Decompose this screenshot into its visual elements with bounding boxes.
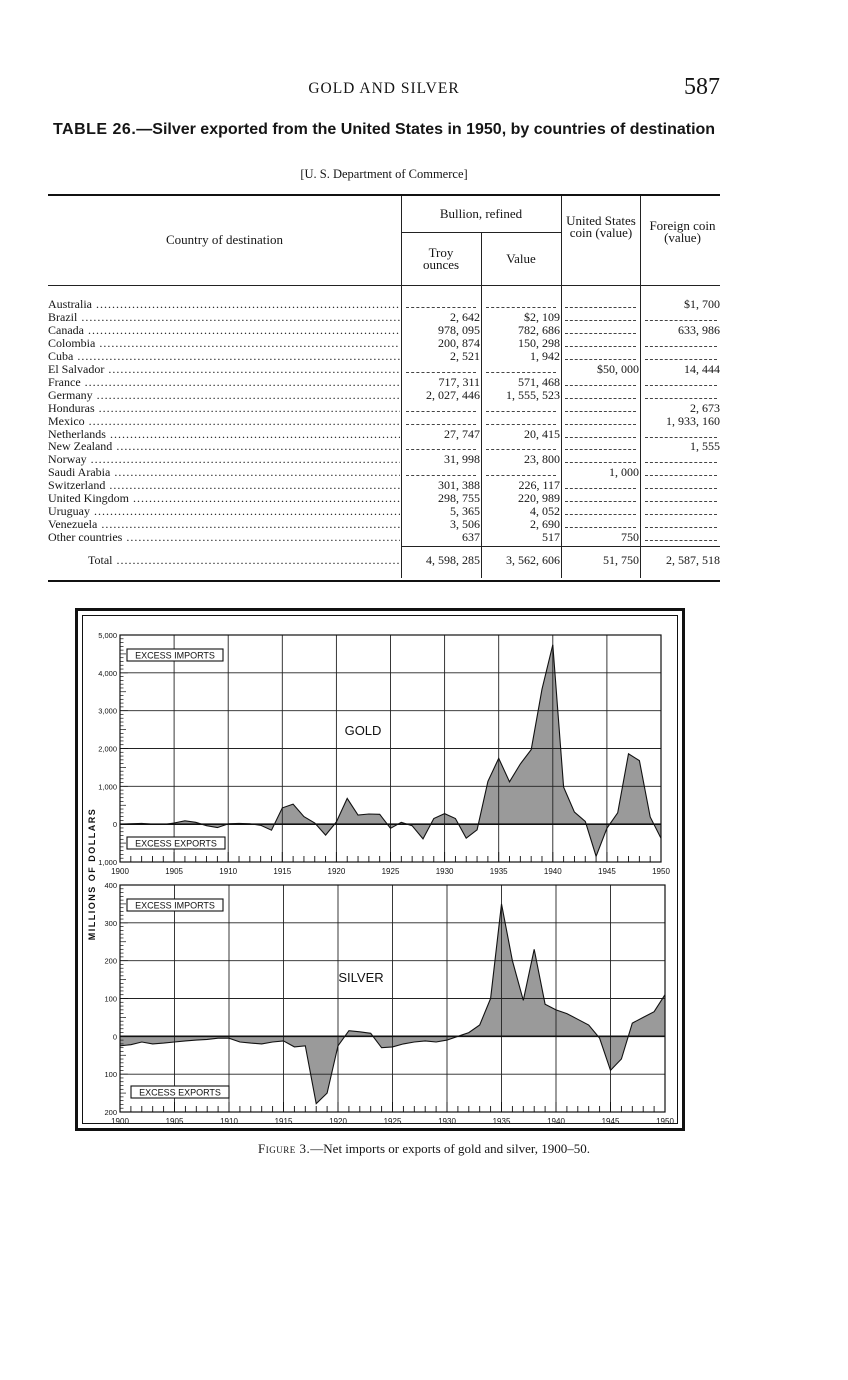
cell-foreign-coin: $1, 700	[684, 297, 720, 311]
empty-cell-dash	[645, 462, 717, 463]
table-row	[48, 479, 720, 492]
cell-troy-ounces: 31, 998	[444, 452, 480, 467]
table-row	[48, 531, 720, 544]
cell-value: 571, 468	[518, 374, 560, 389]
header-country: Country of destination	[166, 232, 283, 247]
cell-foreign-coin: 2, 587, 518	[666, 553, 720, 567]
empty-cell-dash	[406, 424, 476, 425]
gold-chart-title: GOLD	[344, 723, 382, 738]
cell-value: 782, 686	[518, 322, 560, 337]
table-number: TABLE 26.	[52, 121, 137, 138]
empty-cell-dash	[645, 359, 717, 360]
empty-cell-dash	[645, 488, 717, 489]
cell-us-coin: 1, 000	[609, 465, 639, 480]
country-name: Venezuela .....	[48, 518, 400, 531]
header-us-coin: United States coin (value)	[566, 213, 636, 240]
table-row	[48, 402, 720, 415]
y-tick-label: 200	[104, 1108, 117, 1117]
cell-foreign-coin: 14, 444	[684, 361, 720, 376]
country-name: Other countries .....	[48, 531, 400, 544]
cell-troy-ounces: 2, 027, 446	[426, 387, 480, 402]
empty-cell-dash	[645, 475, 717, 476]
y-axis-title: MILLIONS OF DOLLARS	[87, 807, 97, 941]
y-tick-label: 200	[104, 956, 117, 966]
empty-cell-dash	[406, 307, 476, 308]
silver-chart	[104, 881, 674, 1123]
empty-cell-dash	[486, 307, 556, 308]
y-tick-label: 5,000	[98, 631, 117, 640]
cell-value: 150, 298	[518, 335, 560, 350]
x-tick-label: 1920	[327, 867, 346, 876]
y-tick-label: 4,000	[98, 668, 117, 678]
cell-troy-ounces: 298, 755	[438, 491, 480, 506]
x-tick-label: 1920	[329, 1117, 347, 1123]
x-tick-label: 1935	[489, 867, 508, 876]
empty-cell-dash	[565, 320, 636, 321]
x-tick-label: 1910	[220, 1117, 238, 1123]
cell-troy-ounces: 717, 311	[438, 374, 480, 389]
cell-value: 4, 052	[530, 504, 560, 519]
cell-us-coin: $50, 000	[597, 361, 639, 376]
empty-cell-dash	[406, 372, 476, 373]
cell-value: 220, 989	[518, 491, 560, 506]
empty-cell-dash	[645, 501, 717, 502]
table-title	[48, 121, 720, 139]
table-row	[48, 518, 720, 531]
table-row	[48, 350, 720, 363]
gold-silver-charts	[83, 616, 677, 1123]
table-row	[48, 492, 720, 505]
cell-value: 23, 800	[524, 452, 560, 467]
cell-value: 20, 415	[524, 426, 560, 441]
empty-cell-dash	[565, 449, 636, 450]
cell-troy-ounces: 5, 365	[450, 504, 480, 519]
x-tick-label: 1945	[598, 867, 616, 876]
cell-foreign-coin: 633, 986	[678, 322, 720, 337]
table-row	[48, 505, 720, 518]
empty-cell-dash	[565, 346, 636, 347]
empty-cell-dash	[565, 424, 636, 425]
header-value: Value	[506, 251, 536, 266]
cell-us-coin: 750	[621, 530, 639, 545]
empty-cell-dash	[406, 411, 476, 412]
excess-imports-label: EXCESS IMPORTS	[135, 650, 215, 661]
running-head	[48, 76, 720, 102]
empty-cell-dash	[486, 449, 556, 450]
cell-troy-ounces: 2, 642	[450, 309, 480, 324]
empty-cell-dash	[565, 359, 636, 360]
table-row	[48, 311, 720, 324]
excess-imports-label: EXCESS IMPORTS	[135, 900, 215, 911]
empty-cell-dash	[565, 411, 636, 412]
empty-cell-dash	[645, 320, 717, 321]
country-name: Honduras .....	[48, 402, 400, 415]
country-name: United Kingdom .....	[48, 492, 400, 505]
empty-cell-dash	[645, 527, 717, 528]
empty-cell-dash	[486, 411, 556, 412]
empty-cell-dash	[565, 437, 636, 438]
empty-cell-dash	[565, 385, 636, 386]
figure-caption-text: —Net imports or exports of gold and silver, 1900–50.	[310, 1141, 590, 1156]
y-tick-label: 2,000	[98, 744, 117, 754]
header-divider	[561, 196, 562, 285]
header-troy-ounces: Troy ounces	[422, 245, 460, 272]
country-name: Germany .....	[48, 389, 400, 402]
country-name: Uruguay .....	[48, 505, 400, 518]
y-tick-label: 300	[104, 918, 117, 928]
total-rule	[401, 546, 720, 547]
x-tick-label: 1910	[219, 867, 238, 876]
table-row	[48, 466, 720, 479]
x-tick-label: 1950	[656, 1117, 674, 1123]
country-name: Saudi Arabia .....	[48, 466, 400, 479]
empty-cell-dash	[645, 385, 717, 386]
cell-value: 2, 690	[530, 517, 560, 532]
empty-cell-dash	[486, 372, 556, 373]
cell-foreign-coin: 2, 673	[690, 400, 720, 415]
empty-cell-dash	[486, 424, 556, 425]
empty-cell-dash	[406, 475, 476, 476]
empty-cell-dash	[645, 514, 717, 515]
header-divider	[640, 196, 641, 285]
header-subrule	[401, 232, 561, 233]
header-bullion: Bullion, refined	[439, 206, 523, 221]
y-tick-label: 400	[104, 881, 117, 890]
empty-cell-dash	[565, 527, 636, 528]
empty-cell-dash	[406, 449, 476, 450]
country-name: Brazil .....	[48, 311, 400, 324]
cell-troy-ounces: 27, 747	[444, 426, 480, 441]
figure-3	[75, 608, 685, 1131]
table-row	[48, 324, 720, 337]
table-row	[48, 337, 720, 350]
empty-cell-dash	[565, 488, 636, 489]
country-name: Norway .....	[48, 453, 400, 466]
cell-troy-ounces: 3, 506	[450, 517, 480, 532]
x-tick-label: 1915	[273, 867, 292, 876]
silver-exports-table	[48, 194, 720, 584]
excess-exports-label: EXCESS EXPORTS	[135, 838, 217, 849]
table-row	[48, 440, 720, 453]
x-tick-label: 1905	[165, 867, 183, 876]
country-name: Australia .....	[48, 298, 400, 311]
table-source: [U. S. Department of Commerce]	[300, 167, 468, 181]
x-tick-label: 1900	[111, 867, 129, 876]
figure-label: Figure 3.	[258, 1141, 311, 1156]
cell-troy-ounces: 301, 388	[438, 478, 480, 493]
empty-cell-dash	[645, 437, 717, 438]
cell-troy-ounces: 4, 598, 285	[426, 553, 480, 567]
table-top-rule	[48, 194, 720, 196]
cell-us-coin: 51, 750	[603, 553, 639, 567]
country-name: Mexico .....	[48, 415, 400, 428]
cell-value: $2, 109	[524, 309, 560, 324]
country-name: Switzerland .....	[48, 479, 400, 492]
figure-inner-border	[82, 615, 678, 1124]
y-tick-label: 0	[112, 1032, 117, 1042]
figure-caption	[48, 1141, 800, 1157]
x-tick-label: 1930	[435, 867, 454, 876]
table-row	[48, 298, 720, 311]
empty-cell-dash	[645, 398, 717, 399]
empty-cell-dash	[565, 398, 636, 399]
x-tick-label: 1915	[274, 1117, 293, 1123]
empty-cell-dash	[565, 462, 636, 463]
cell-value: 3, 562, 606	[506, 553, 560, 567]
x-tick-label: 1900	[111, 1117, 129, 1123]
y-tick-label: 3,000	[98, 706, 117, 716]
excess-exports-label: EXCESS EXPORTS	[139, 1087, 221, 1098]
x-tick-label: 1905	[165, 1117, 184, 1123]
empty-cell-dash	[565, 501, 636, 502]
table-total-row	[48, 554, 720, 567]
cell-troy-ounces: 200, 874	[438, 335, 480, 350]
x-tick-label: 1930	[438, 1117, 456, 1123]
x-tick-label: 1950	[652, 867, 670, 876]
empty-cell-dash	[645, 346, 717, 347]
empty-cell-dash	[486, 475, 556, 476]
silver-chart-title: SILVER	[338, 970, 384, 985]
cell-troy-ounces: 978, 095	[438, 322, 480, 337]
table-row	[48, 415, 720, 428]
cell-foreign-coin: 1, 555	[690, 439, 720, 454]
cell-value: 1, 555, 523	[506, 387, 560, 402]
table-bottom-rule	[48, 580, 720, 582]
cell-troy-ounces: 2, 521	[450, 348, 480, 363]
y-tick-label: 1,000	[98, 782, 117, 792]
x-tick-label: 1925	[381, 867, 400, 876]
page-number: 587	[684, 74, 720, 100]
gold-chart	[98, 631, 670, 876]
empty-cell-dash	[645, 540, 717, 541]
country-name: El Salvador .....	[48, 363, 400, 376]
y-tick-label: 0	[112, 820, 117, 830]
header-bottom-rule	[48, 285, 720, 286]
x-tick-label: 1935	[492, 1117, 511, 1123]
x-tick-label: 1940	[547, 1117, 565, 1123]
country-name: New Zealand .....	[48, 440, 400, 453]
x-tick-label: 1940	[543, 867, 562, 876]
y-tick-label: 1,000	[98, 858, 117, 867]
x-tick-label: 1945	[601, 1117, 620, 1123]
table-row	[48, 376, 720, 389]
cell-value: 226, 117	[518, 478, 560, 493]
country-name: Colombia .....	[48, 337, 400, 350]
empty-cell-dash	[565, 514, 636, 515]
country-name: Canada .....	[48, 324, 400, 337]
cell-troy-ounces: 637	[462, 530, 480, 545]
cell-foreign-coin: 1, 933, 160	[666, 413, 720, 428]
cell-value: 1, 942	[530, 348, 560, 363]
country-name: Cuba .....	[48, 350, 400, 363]
table-title-text: —Silver exported from the United States in 1950, by countries of destination	[136, 121, 716, 138]
country-name: Total .....	[88, 554, 400, 567]
table-row	[48, 389, 720, 402]
cell-value: 517	[542, 530, 560, 545]
table-row	[48, 428, 720, 441]
empty-cell-dash	[565, 307, 636, 308]
country-name: France .....	[48, 376, 400, 389]
running-title: GOLD AND SILVER	[308, 80, 460, 97]
header-foreign-coin: Foreign coin (value)	[649, 218, 716, 245]
x-tick-label: 1925	[383, 1117, 402, 1123]
empty-cell-dash	[565, 333, 636, 334]
country-name: Netherlands .....	[48, 428, 400, 441]
y-tick-label: 100	[104, 1070, 117, 1080]
table-row	[48, 363, 720, 376]
y-tick-label: 100	[104, 994, 117, 1004]
